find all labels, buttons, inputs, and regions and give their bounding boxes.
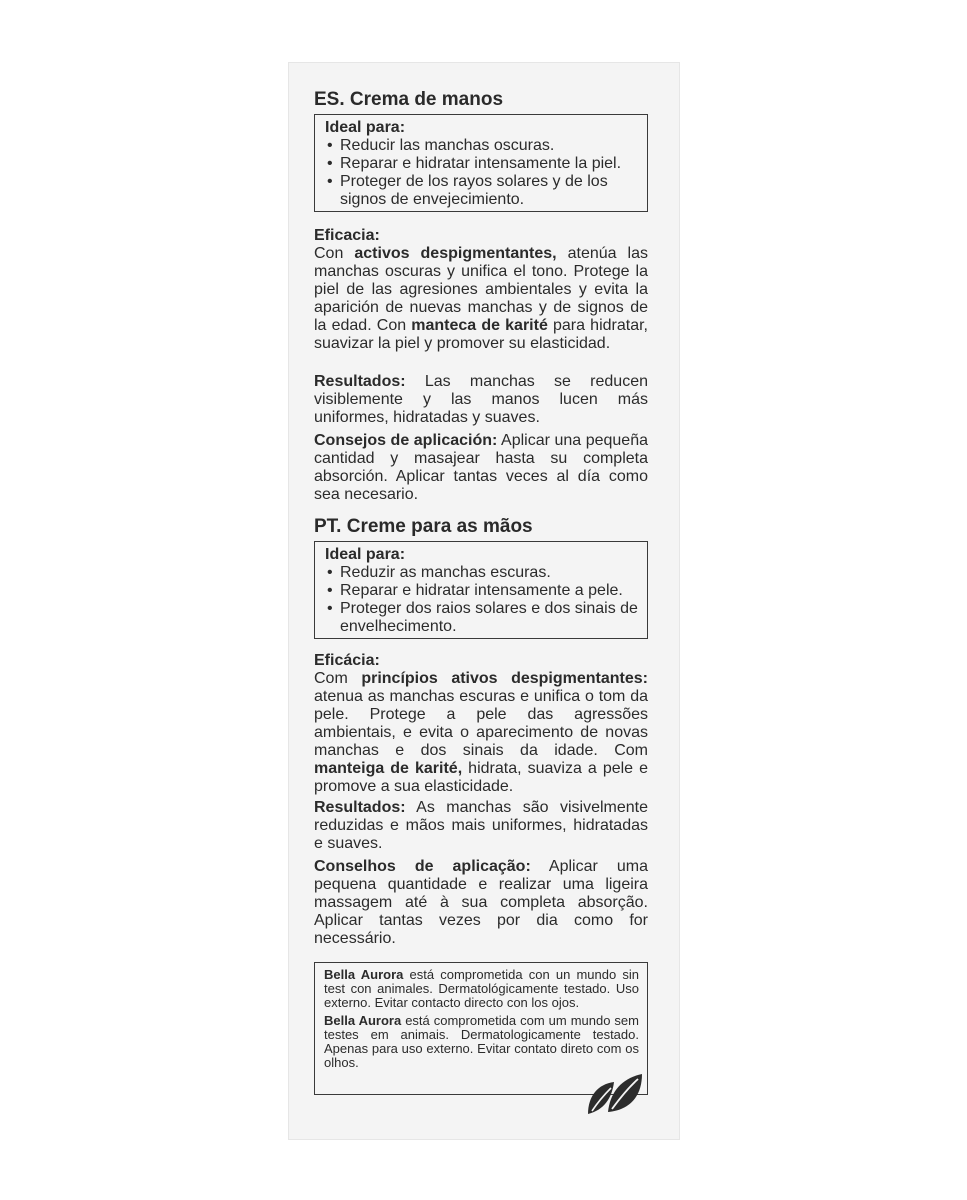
legal-notice-pt	[324, 1014, 639, 1070]
pt-resultados-paragraph	[314, 799, 648, 853]
legal-text-es: está comprometida con un mundo sin test con animales. Dermatológicamente testado. Uso externo. Evitar contacto directo con los ojos.	[324, 967, 639, 1010]
pt-eficacia-text-1: Com	[314, 670, 362, 687]
es-eficacia-text-3: para hidratar, suavizar la piel y promover su elasticidad.	[314, 317, 648, 352]
es-resultados-label: Resultados:	[314, 373, 406, 390]
pt-ideal-title: Ideal para:	[325, 546, 406, 563]
pt-eficacia-text-2: atenua as manchas escuras e unifica o tom da pele. Protege a pele das agressões ambientais, e evita o aparecimento de novas manchas e dos sinais da idade. Com	[314, 688, 648, 759]
es-ideal-item: • Reducir las manchas oscuras.	[325, 137, 639, 155]
es-consejos-text: Aplicar una pequeña cantidad y masajear hasta su completa absorción. Aplicar tantas veces al día como sea necesario.	[314, 432, 649, 503]
es-ideal-title: Ideal para:	[325, 119, 406, 136]
pt-resultados-label: Resultados:	[314, 799, 406, 816]
es-ideal-item: • Proteger de los rayos solares y de los signos de envejecimiento.	[325, 173, 639, 209]
es-resultados-paragraph	[314, 373, 648, 427]
leaf-icon	[584, 1068, 646, 1116]
pt-conselhos-label: Conselhos de aplicação:	[314, 858, 531, 875]
es-eficacia-bold-2: manteca de karité	[411, 317, 548, 334]
pt-resultados-text: As manchas são visivelmente reduzidas e mãos mais uniformes, hidratadas e suaves.	[314, 799, 648, 852]
es-consejos-paragraph	[314, 432, 648, 504]
legal-text-pt: está comprometida com um mundo sem testes em animais. Dermatologicamente testado. Apenas para uso externo. Evitar contato direto com os olhos.	[324, 1013, 639, 1070]
pt-eficacia-text-3: hidrata, suaviza a pele e promove a sua elasticidade.	[314, 760, 648, 795]
pt-eficacia-bold-1: princípios ativos despigmentantes:	[361, 670, 649, 687]
es-eficacia-label: Eficacia:	[314, 227, 380, 244]
pt-eficacia-bold-2: manteiga de karité,	[314, 760, 463, 777]
pt-eficacia-paragraph	[314, 652, 648, 796]
es-eficacia-text-1: Con	[314, 245, 355, 262]
pt-conselhos-paragraph	[314, 858, 648, 948]
pt-ideal-box	[314, 541, 648, 639]
pt-ideal-item: • Reparar e hidratar intensamente a pele.	[325, 582, 639, 600]
es-resultados-text: Las manchas se reducen visiblemente y las manos lucen más uniformes, hidratadas y suaves.	[314, 373, 648, 426]
pt-ideal-item: • Reduzir as manchas escuras.	[325, 564, 639, 582]
pt-section-title: PT. Creme para as mãos	[314, 516, 533, 537]
es-eficacia-paragraph	[314, 227, 648, 353]
legal-notice-es	[324, 968, 639, 1010]
es-section-title: ES. Crema de manos	[314, 89, 504, 110]
pt-ideal-item: • Proteger dos raios solares e dos sinais de envelhecimento.	[325, 600, 639, 636]
es-ideal-box	[314, 114, 648, 212]
es-eficacia-text-2: atenúa las manchas oscuras y unifica el tono. Protege la piel de las agresiones ambientales y evita la aparición de nuevas manchas y de signos de la edad. Con	[314, 245, 649, 334]
es-eficacia-bold-1: activos despigmentantes,	[354, 245, 557, 262]
es-ideal-item: • Reparar e hidratar intensamente la piel.	[325, 155, 639, 173]
pt-conselhos-text: Aplicar uma pequena quantidade e realizar uma ligeira massagem até à sua completa absorção. Aplicar tantas vezes por dia como for necessário.	[314, 858, 648, 947]
es-consejos-label: Consejos de aplicación:	[314, 432, 498, 449]
pt-ideal-list	[325, 564, 639, 636]
brand-name: Bella Aurora	[324, 1013, 402, 1028]
brand-name: Bella Aurora	[324, 967, 404, 982]
es-ideal-list	[325, 137, 639, 209]
pt-eficacia-label: Eficácia:	[314, 652, 380, 669]
